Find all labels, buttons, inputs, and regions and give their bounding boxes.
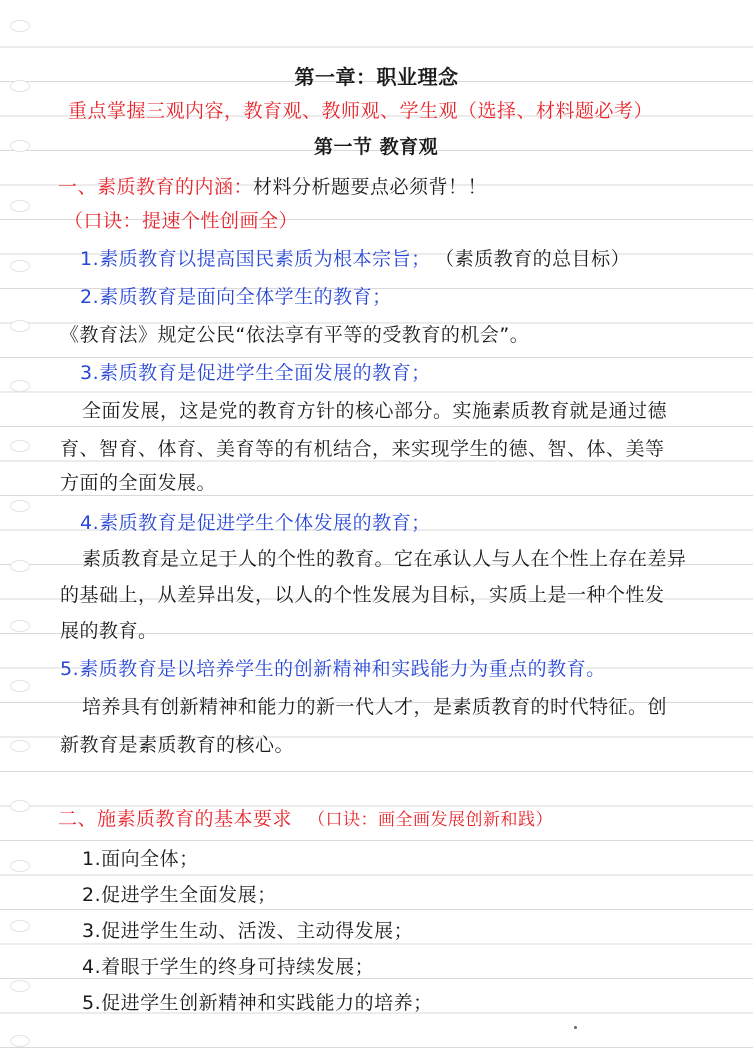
part1-heading: 一、素质教育的内涵：	[58, 176, 254, 198]
part1-item1-line	[80, 246, 630, 272]
binder-hole	[10, 680, 30, 692]
part1-item4-desc-3: 展的教育。	[60, 620, 158, 642]
binder-hole	[10, 320, 30, 332]
part1-item2: 2.素质教育是面向全体学生的教育；	[80, 286, 392, 308]
part1-item3: 3.素质教育是促进学生全面发展的教育；	[80, 362, 431, 384]
binder-hole	[10, 200, 30, 212]
part2-mnemonic: （口诀：画全画发展创新和践）	[308, 810, 554, 830]
binder-hole	[10, 140, 30, 152]
part1-item5-desc-1: 培养具有创新精神和能力的新一代人才，是素质教育的时代特征。创	[82, 696, 668, 718]
part2-item-2: 2.促进学生全面发展；	[82, 884, 277, 906]
binder-hole	[10, 620, 30, 632]
binder-hole	[10, 380, 30, 392]
key-note: 重点掌握三观内容，教育观、教师观、学生观（选择、材料题必考）	[68, 100, 654, 122]
binder-hole	[10, 920, 30, 932]
binder-hole	[10, 1035, 30, 1047]
part1-item3-desc-3: 方面的全面发展。	[60, 472, 217, 494]
part1-item4-desc-1: 素质教育是立足于人的个性的教育。它在承认人与人在个性上存在差异	[82, 548, 687, 570]
part2-item-1: 1.面向全体；	[82, 848, 199, 870]
binder-hole	[10, 260, 30, 272]
part1-item5: 5.素质教育是以培养学生的创新精神和实践能力为重点的教育。	[60, 658, 606, 680]
binder-hole	[10, 980, 30, 992]
part1-heading-line	[58, 174, 487, 200]
part1-item3-desc-2: 育、智育、体育、美育等的有机结合，来实现学生的德、智、体、美等	[60, 438, 665, 460]
binder-hole	[10, 440, 30, 452]
part1-item3-desc-1: 全面发展，这是党的教育方针的核心部分。实施素质教育就是通过德	[82, 400, 668, 422]
binder-hole	[10, 560, 30, 572]
binder-hole	[10, 800, 30, 812]
part1-item5-desc-2: 新教育是素质教育的核心。	[60, 734, 295, 756]
binder-hole	[10, 20, 30, 32]
chapter-title: 第一章：职业理念	[294, 65, 459, 89]
part1-mnemonic: （口诀：提速个性创画全）	[64, 210, 299, 232]
part1-item1-note: （素质教育的总目标）	[444, 248, 631, 270]
part1-item1: 1.素质教育以提高国民素质为根本宗旨；	[80, 248, 431, 270]
part2-item-3: 3.促进学生生动、活泼、主动得发展；	[82, 920, 414, 942]
ink-dot	[574, 1026, 577, 1029]
part2-item-4: 4.着眼于学生的终身可持续发展；	[82, 956, 375, 978]
binder-hole	[10, 860, 30, 872]
part2-heading-line	[58, 806, 553, 833]
part2-item-5: 5.促进学生创新精神和实践能力的培养；	[82, 992, 433, 1014]
part2-heading: 二、施素质教育的基本要求	[58, 808, 293, 830]
part1-item4: 4.素质教育是促进学生个体发展的教育；	[80, 512, 431, 534]
section-title: 第一节 教育观	[314, 136, 439, 158]
part1-heading-note: 材料分析题要点必须背！！	[253, 176, 488, 198]
binder-hole	[10, 740, 30, 752]
binder-hole	[10, 500, 30, 512]
part1-item2-desc: 《教育法》规定公民“依法享有平等的受教育的机会”。	[60, 324, 530, 346]
part1-item4-desc-2: 的基础上，从差异出发，以人的个性发展为目标，实质上是一种个性发	[60, 584, 665, 606]
binder-holes	[10, 20, 32, 1050]
